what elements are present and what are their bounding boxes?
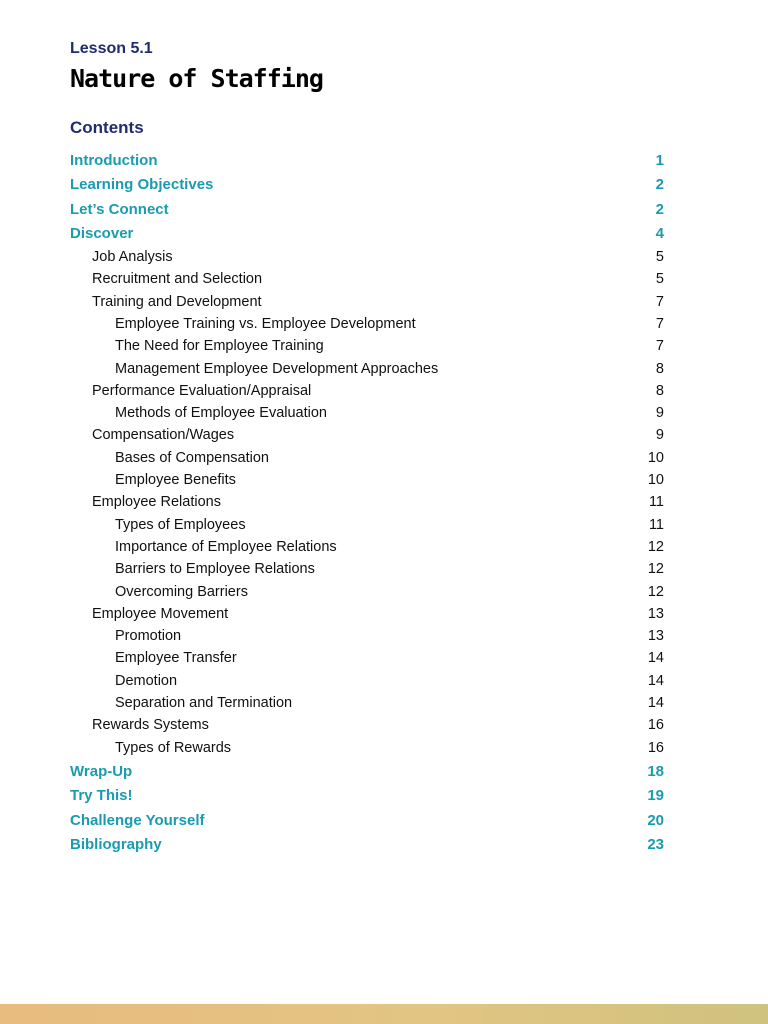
toc-entry[interactable] — [70, 291, 664, 313]
toc-entry-title: Try This! — [70, 787, 133, 805]
toc-entry-page: 20 — [647, 811, 664, 829]
toc-entry[interactable] — [70, 424, 664, 446]
toc-entry[interactable] — [70, 670, 664, 692]
toc-entry-page: 23 — [647, 836, 664, 854]
toc-entry[interactable] — [70, 834, 664, 856]
toc-entry-page: 2 — [655, 176, 664, 193]
toc-entry-title: Wrap-Up — [70, 762, 133, 780]
toc-entry-title: Discover — [70, 225, 134, 242]
toc-entry-title: Training and Development — [92, 293, 262, 310]
toc-entry-page: 14 — [647, 672, 664, 689]
toc-entry-page: 7 — [655, 315, 664, 332]
toc-entry-page: 10 — [647, 472, 664, 488]
toc-entry[interactable] — [70, 380, 664, 402]
toc-entry-title: Employee Benefits — [115, 472, 236, 488]
toc-entry[interactable] — [70, 692, 664, 714]
toc-entry[interactable] — [70, 603, 664, 625]
toc-entry-title: Challenge Yourself — [70, 811, 205, 829]
toc-entry-page: 13 — [647, 605, 664, 622]
toc-entry-page: 5 — [655, 271, 664, 288]
toc-entry-page: 9 — [655, 405, 664, 422]
toc-entry[interactable] — [70, 625, 664, 647]
toc-entry-title: Types of Employees — [115, 516, 246, 533]
toc-entry[interactable] — [70, 198, 664, 220]
toc-entry-page: 13 — [647, 628, 664, 645]
toc-entry[interactable] — [70, 809, 664, 831]
toc-entry-page: 16 — [647, 717, 664, 734]
toc-entry[interactable] — [70, 760, 664, 782]
toc-entry-page: 16 — [647, 739, 664, 756]
toc-entry-title: Methods of Employee Evaluation — [115, 405, 327, 422]
lesson-title: Nature of Staffing — [70, 64, 323, 93]
toc-entry[interactable] — [70, 536, 664, 558]
toc-entry-title: Separation and Termination — [115, 695, 293, 711]
toc-entry-title: The Need for Employee Training — [115, 338, 324, 355]
toc-entry[interactable] — [70, 469, 664, 491]
toc-entry-title: Rewards Systems — [92, 717, 209, 734]
toc-entry-title: Job Analysis — [92, 249, 173, 265]
toc-entry[interactable] — [70, 246, 664, 268]
toc-entry[interactable] — [70, 737, 664, 759]
toc-entry-title: Bibliography — [70, 836, 162, 854]
toc-entry-page: 11 — [648, 516, 664, 533]
contents-heading: Contents — [70, 118, 144, 137]
toc-entry[interactable] — [70, 514, 664, 536]
toc-entry-page: 18 — [647, 762, 664, 780]
toc-entry-page: 10 — [647, 449, 664, 466]
toc-entry[interactable] — [70, 149, 664, 171]
toc-entry-page: 5 — [655, 249, 664, 265]
toc-entry-page: 2 — [655, 200, 664, 218]
toc-entry[interactable] — [70, 714, 664, 736]
toc-entry-page: 7 — [655, 293, 664, 310]
toc-entry[interactable] — [70, 358, 664, 380]
toc-entry-page: 9 — [655, 427, 664, 444]
toc-entry[interactable] — [70, 447, 664, 469]
toc-entry[interactable] — [70, 785, 664, 807]
toc-entry-title: Compensation/Wages — [92, 427, 235, 444]
toc-entry-title: Overcoming Barriers — [115, 583, 248, 600]
toc-entry-title: Management Employee Development Approaches — [115, 360, 439, 377]
footer-band — [0, 1004, 768, 1024]
toc-entry[interactable] — [70, 647, 664, 669]
toc-entry-title: Demotion — [115, 672, 178, 689]
toc-entry-title: Recruitment and Selection — [92, 271, 263, 288]
toc-entry-page: 7 — [655, 338, 664, 355]
toc-entry-title: Let’s Connect — [70, 200, 169, 218]
toc-entry-title: Employee Movement — [92, 605, 229, 622]
toc-entry-page: 8 — [655, 382, 664, 399]
toc-entry-page: 1 — [655, 151, 664, 169]
toc-entry-page: 12 — [647, 583, 664, 600]
toc-entry[interactable] — [70, 581, 664, 603]
toc-entry-title: Importance of Employee Relations — [115, 538, 337, 555]
toc-entry[interactable] — [70, 174, 664, 196]
toc-entry-page: 11 — [648, 494, 664, 511]
toc-entry-title: Introduction — [70, 151, 158, 169]
toc-entry[interactable] — [70, 223, 664, 245]
toc-entry[interactable] — [70, 268, 664, 290]
toc-entry-page: 4 — [655, 225, 664, 242]
toc-entry-title: Employee Training vs. Employee Development — [115, 315, 416, 332]
toc-entry-title: Barriers to Employee Relations — [115, 561, 315, 578]
toc-entry[interactable] — [70, 491, 664, 513]
toc-entry[interactable] — [70, 402, 664, 424]
toc-entry[interactable] — [70, 313, 664, 335]
toc-entry-page: 12 — [647, 538, 664, 555]
toc-entry-title: Promotion — [115, 628, 182, 645]
toc-entry-title: Learning Objectives — [70, 176, 214, 193]
toc-entry-title: Employee Relations — [92, 494, 221, 511]
toc-entry[interactable] — [70, 558, 664, 580]
toc-entry-title: Bases of Compensation — [115, 449, 269, 466]
toc-entry-title: Performance Evaluation/Appraisal — [92, 382, 312, 399]
toc-entry-title: Types of Rewards — [115, 739, 232, 756]
toc-entry-page: 14 — [647, 695, 664, 711]
toc-entry-page: 8 — [655, 360, 664, 377]
toc-entry[interactable] — [70, 335, 664, 357]
lesson-label: Lesson 5.1 — [70, 40, 153, 57]
toc-entry-page: 19 — [647, 787, 664, 805]
toc-entry-page: 14 — [647, 650, 664, 667]
toc-entry-page: 12 — [647, 561, 664, 578]
toc-entry-title: Employee Transfer — [115, 650, 237, 667]
